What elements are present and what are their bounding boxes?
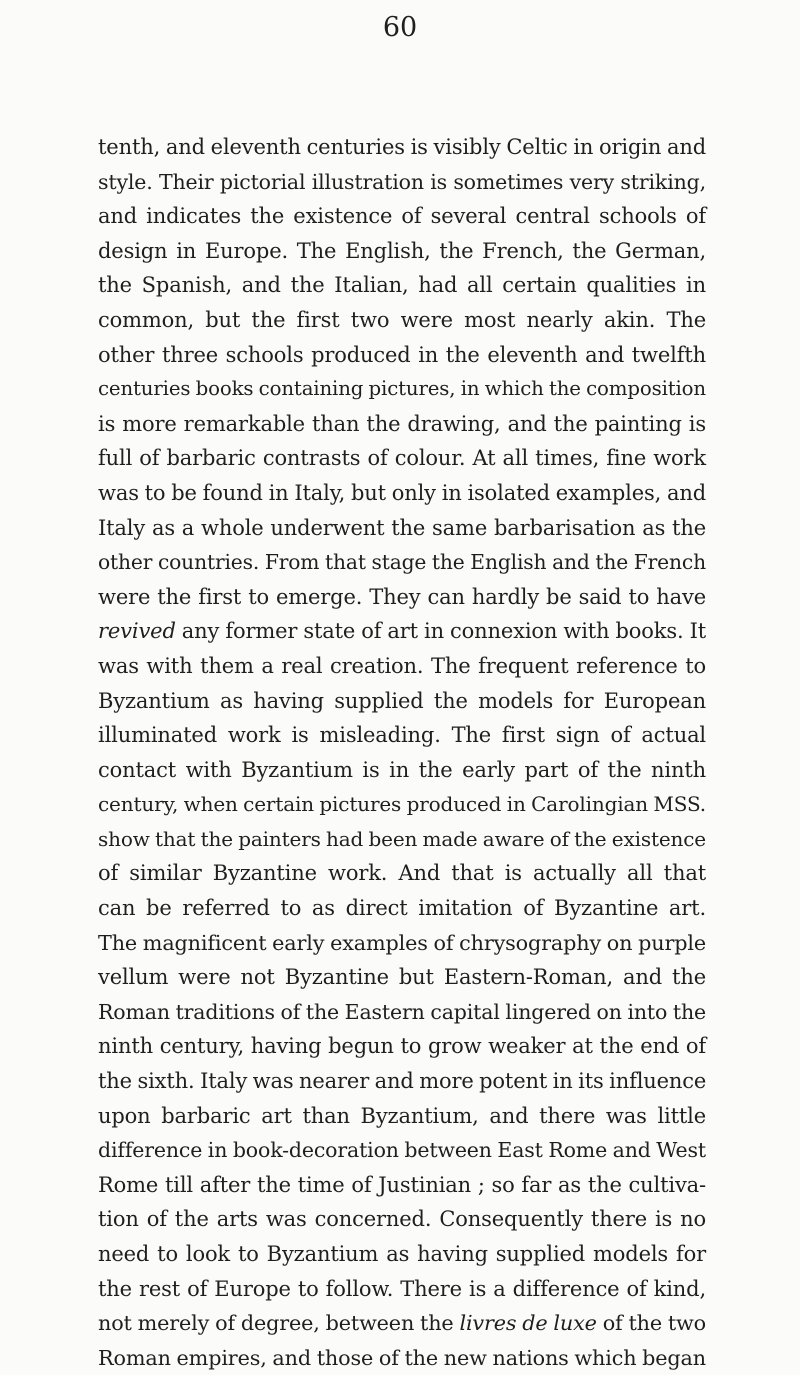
text-line xyxy=(98,960,706,995)
text-run: contact with Byzantium is in the early part of the ninth xyxy=(98,757,706,782)
text-line xyxy=(98,614,706,649)
text-run: was to be found in Italy, but only in isolated examples, and xyxy=(98,480,706,505)
text-line xyxy=(98,372,706,407)
text-line xyxy=(98,130,706,165)
text-run: other three schools produced in the eleventh and twelfth xyxy=(98,342,706,367)
text-line xyxy=(98,268,706,303)
text-line xyxy=(98,995,706,1030)
text-line xyxy=(98,1237,706,1272)
text-line xyxy=(98,303,706,338)
italic-phrase: livres de luxe xyxy=(459,1311,597,1336)
text-line xyxy=(98,787,706,822)
text-line xyxy=(98,1133,706,1168)
text-line xyxy=(98,580,706,615)
text-run: of the two xyxy=(596,1311,706,1336)
text-run: show that the painters had been made aware of the existence xyxy=(98,826,706,851)
text-line xyxy=(98,407,706,442)
text-run: tenth, and eleventh centuries is visibly Celtic in origin and xyxy=(98,135,706,159)
text-line xyxy=(98,165,706,200)
text-run: the rest of Europe to follow. There is a difference of kind, xyxy=(98,1276,706,1301)
text-run: difference in book-decoration between East Rome and West xyxy=(98,1138,706,1163)
text-run: upon barbaric art than Byzantium, and there was little xyxy=(98,1103,706,1128)
text-run: common, but the first two were most nearly akin. The xyxy=(98,307,706,332)
text-run: was with them a real creation. The frequent reference to xyxy=(98,653,706,678)
text-run: centuries books containing pictures, in which the composition xyxy=(98,377,706,401)
text-run: the sixth. Italy was nearer and more potent in its influence xyxy=(98,1069,707,1094)
text-line xyxy=(98,718,706,753)
text-line xyxy=(98,1272,706,1307)
text-line xyxy=(98,822,706,857)
text-run: any former state of art in connexion with books. It xyxy=(175,619,706,644)
text-run: of similar Byzantine work. And that is actually all that xyxy=(98,861,706,886)
text-line xyxy=(98,753,706,788)
text-run: not merely of degree, between the xyxy=(98,1311,460,1336)
text-line xyxy=(98,1029,706,1064)
text-run: other countries. From that stage the English and the French xyxy=(98,550,706,575)
text-line xyxy=(98,1064,706,1099)
text-run: tion of the arts was concerned. Consequently there is no xyxy=(98,1207,706,1232)
text-run: illuminated work is misleading. The first sign of actual xyxy=(98,723,706,748)
body-text xyxy=(98,130,706,1375)
text-line xyxy=(98,856,706,891)
text-run: Italy as a whole underwent the same barbarisation as the xyxy=(98,515,706,540)
text-run: and indicates the existence of several central schools of xyxy=(98,204,706,229)
text-line xyxy=(98,891,706,926)
text-run: Roman empires, and those of the new nations which began xyxy=(98,1345,706,1370)
text-run: ninth century, having begun to grow weaker at the end of xyxy=(98,1034,706,1059)
text-run: design in Europe. The English, the French, the German, xyxy=(98,238,706,263)
text-run: Byzantium as having supplied the models for European xyxy=(98,688,706,713)
text-run: need to look to Byzantium as having supplied models for xyxy=(98,1242,706,1266)
page-number: 60 xyxy=(382,12,418,43)
text-run: full of barbaric contrasts of colour. At all times, fine work xyxy=(98,446,706,471)
text-line xyxy=(98,1306,706,1341)
text-run: vellum were not Byzantine but Eastern-Roman, and the xyxy=(98,965,706,990)
text-run: were the first to emerge. They can hardly be said to have xyxy=(98,584,706,609)
text-line xyxy=(98,511,706,546)
italic-phrase: revived xyxy=(98,619,176,644)
text-run: century, when certain pictures produced in Carolingian MSS. xyxy=(98,792,706,817)
text-line xyxy=(98,338,706,373)
text-line xyxy=(98,234,706,269)
text-run: is more remarkable than the drawing, and the painting is xyxy=(98,411,706,436)
text-line xyxy=(98,441,706,476)
text-line xyxy=(98,476,706,511)
text-line xyxy=(98,199,706,234)
text-line xyxy=(98,1099,706,1134)
text-run: The magnificent early examples of chrysography on purple xyxy=(98,930,706,955)
text-run: the Spanish, and the Italian, had all certain qualities in xyxy=(98,273,706,298)
text-run: Roman traditions of the Eastern capital lingered on into the xyxy=(98,999,706,1024)
text-run: style. Their pictorial illustration is sometimes very striking, xyxy=(98,169,706,194)
text-line xyxy=(98,926,706,961)
text-line xyxy=(98,1341,706,1375)
text-run: can be referred to as direct imitation of Byzantine art. xyxy=(98,896,706,921)
text-line xyxy=(98,545,706,580)
text-line xyxy=(98,1168,706,1203)
text-line xyxy=(98,684,706,719)
text-line xyxy=(98,1202,706,1237)
text-line xyxy=(98,649,706,684)
text-run: Rome till after the time of Justinian ; so far as the cultiva- xyxy=(98,1172,706,1197)
